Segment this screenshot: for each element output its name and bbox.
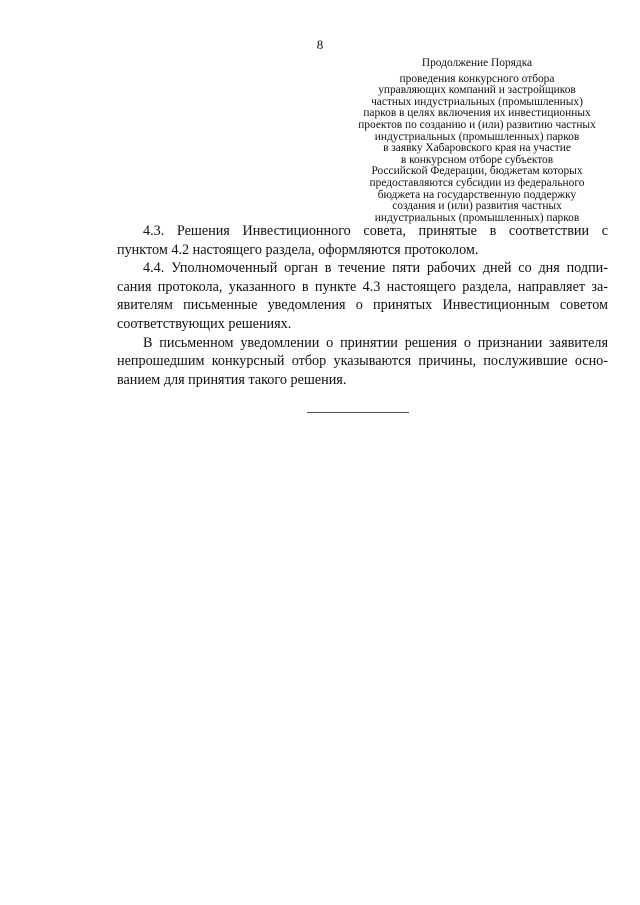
paragraph-4-4 bbox=[117, 259, 608, 333]
appendix-line: индустриальных (промышленных) парков bbox=[374, 211, 580, 224]
paragraph-line: сания протокола, указанного в пункте 4.3 настоящего раздела, направляет за- bbox=[117, 278, 608, 295]
paragraph-line: непрошедшим конкурсный отбор указываются причины, послужившие осно- bbox=[117, 353, 608, 370]
page-number: 8 bbox=[316, 37, 324, 52]
paragraph-line: 4.3. Решения Инвестиционного совета, принятые в соответствии с bbox=[143, 223, 608, 239]
paragraph-line: явителям письменные уведомления о принятых Инвестиционным советом bbox=[117, 297, 608, 314]
appendix-line: бюджета на государственную поддержку bbox=[377, 188, 577, 201]
end-divider bbox=[307, 412, 409, 413]
paragraph-line: ванием для принятия такого решения. bbox=[117, 371, 347, 388]
appendix-line: проведения конкурсного отбора bbox=[399, 72, 555, 85]
paragraph-line: 4.4. Уполномоченный орган в течение пяти рабочих дней со дня подпи- bbox=[143, 260, 608, 277]
paragraph-4-3 bbox=[117, 222, 608, 259]
appendix-header bbox=[330, 58, 624, 224]
appendix-title: Продолжение Порядка bbox=[421, 57, 533, 69]
paragraph-line: соответствующих решениях. bbox=[117, 315, 292, 332]
paragraph-line: В письменном уведомлении о принятии решения о признании заявителя bbox=[143, 334, 608, 351]
appendix-line: проектов по созданию и (или) развитию частных bbox=[358, 118, 596, 131]
appendix-line: частных индустриальных (промышленных) bbox=[371, 95, 583, 108]
appendix-line: Российской Федерации, бюджетам которых bbox=[371, 165, 583, 178]
paragraph-notification bbox=[117, 334, 608, 390]
appendix-line: парков в целях включения их инвестиционных bbox=[363, 107, 591, 120]
document-body bbox=[117, 222, 608, 389]
appendix-line: в заявку Хабаровского края на участие bbox=[383, 142, 571, 155]
appendix-line: предоставляются субсидии из федерального bbox=[369, 176, 585, 189]
appendix-line: управляющих компаний и застройщиков bbox=[378, 84, 576, 97]
appendix-line: в конкурсном отборе субъектов bbox=[400, 153, 554, 166]
paragraph-line: пунктом 4.2 настоящего раздела, оформляются протоколом. bbox=[117, 241, 479, 258]
appendix-line: индустриальных (промышленных) парков bbox=[374, 130, 580, 143]
appendix-line: создания и (или) развития частных bbox=[392, 200, 562, 213]
